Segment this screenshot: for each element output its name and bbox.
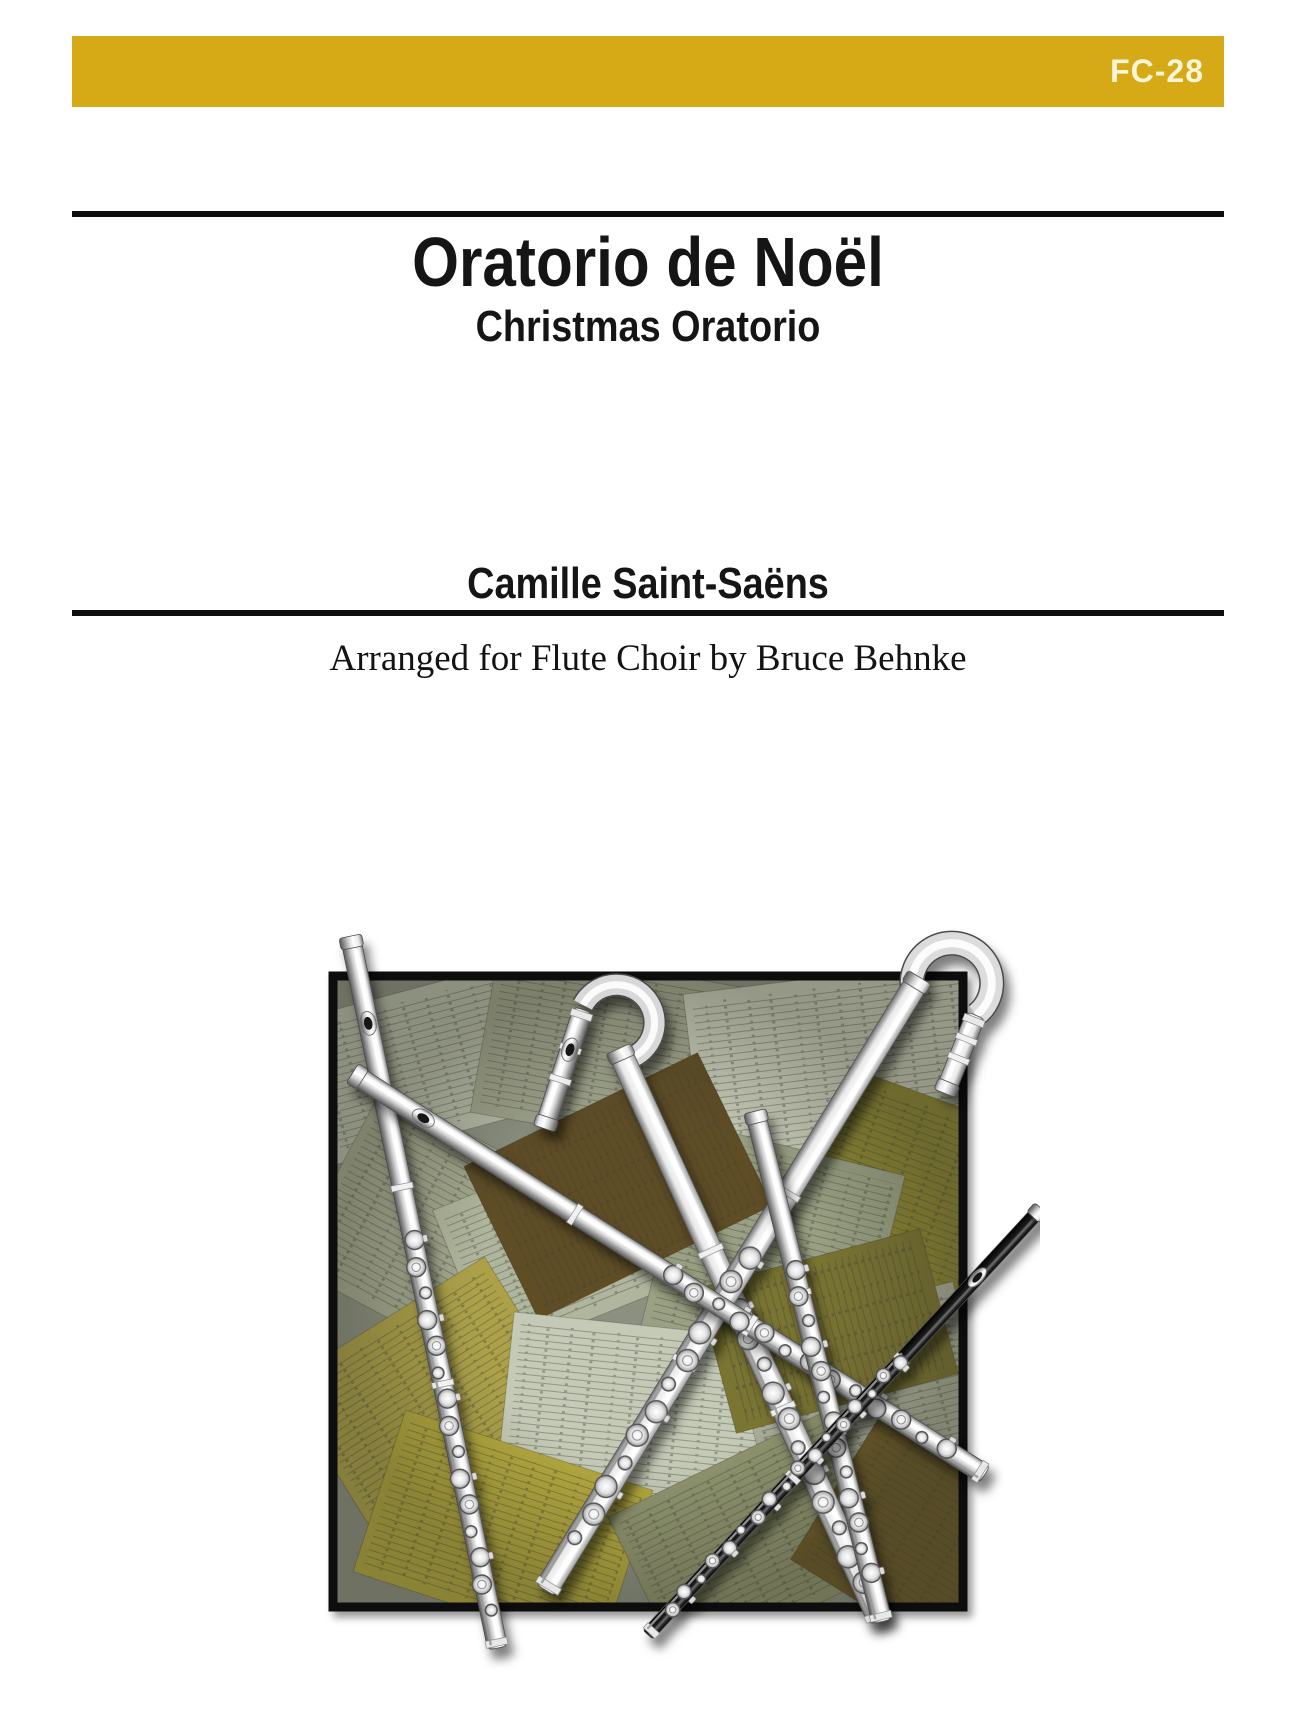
page-title: Oratorio de Noël [412,223,884,301]
page-subtitle: Christmas Oratorio [475,302,821,351]
catalog-number: FC-28 [1110,53,1204,89]
picture-frame [300,945,1040,1670]
middle-rule [72,610,1224,616]
arranger-line: Arranged for Flute Choir by Bruce Behnke [329,638,967,679]
top-rule [72,211,1224,217]
cover-art-flute-collage [300,845,1040,1728]
sheet-music-collage [300,945,1040,1670]
catalog-banner [72,36,1224,107]
composer-name: Camille Saint-Saëns [467,559,829,608]
